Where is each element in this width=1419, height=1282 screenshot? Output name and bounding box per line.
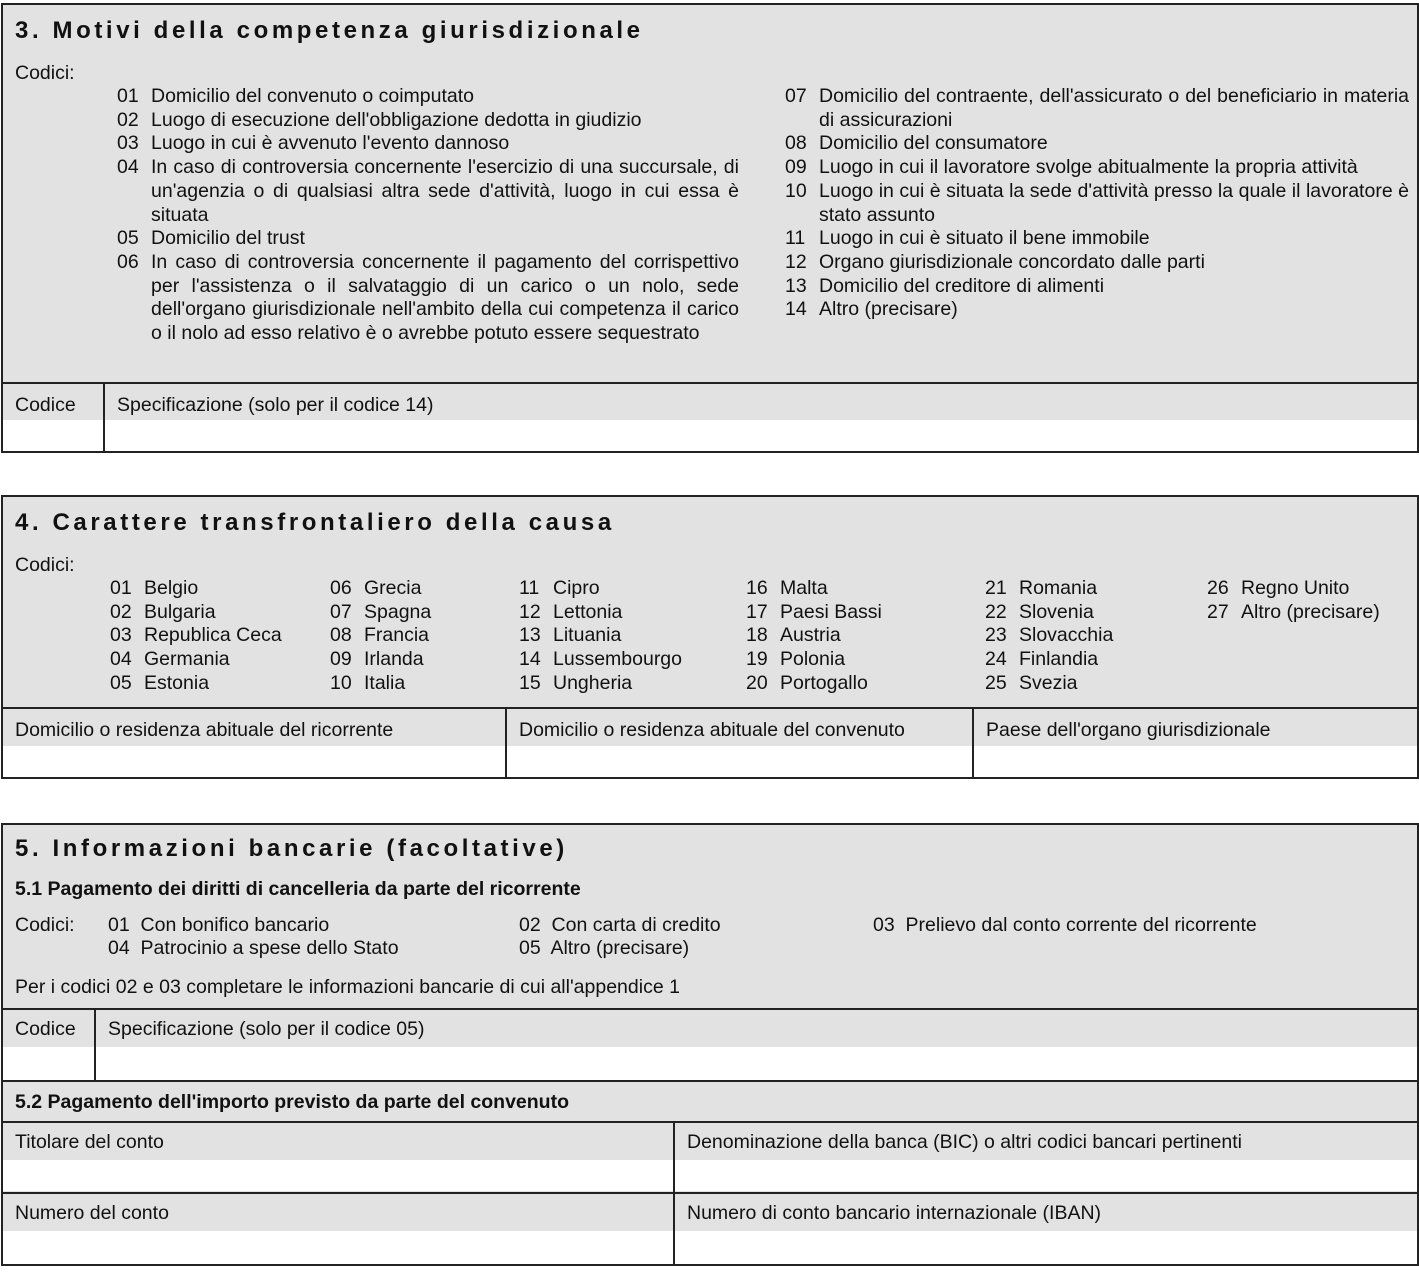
country-column-3 — [519, 577, 682, 696]
section-4-cross-border — [1, 495, 1419, 779]
country-item: 23 Slovacchia — [985, 624, 1114, 647]
code-item-10: 10 Luogo in cui è situata la sede d'attività presso la quale il lavoratore è stato assunto — [785, 179, 1409, 226]
country-item: 27 Altro (precisare) — [1207, 600, 1380, 623]
code-item-07: 07 Domicilio del contraente, dell'assicurato o del beneficiario in materia di assicurazioni — [785, 85, 1409, 131]
country-item: 18 Austria — [746, 624, 841, 647]
account-number-input[interactable] — [3, 1231, 673, 1264]
code-item-04: 04 In caso di controversia concernente l'esercizio di una succursale, di un'agenzia o di qualsiasi altra sede d'attività, luogo in cui essa è situata — [117, 156, 739, 226]
country-item: 01 Belgio — [110, 577, 199, 599]
code-item-01: 01 Domicilio del convenuto o coimputato — [117, 85, 475, 107]
payment-code-02: 02 Con carta di credito — [519, 914, 721, 936]
specification-field-label: Specificazione (solo per il codice 14) — [117, 394, 434, 416]
payment-code-05: 05 Altro (precisare) — [519, 937, 690, 959]
section-4-title: 4. Carattere transfrontaliero della causa — [15, 509, 615, 536]
divider — [3, 1121, 1417, 1123]
code-item-14: 14 Altro (precisare) — [785, 298, 958, 321]
account-number-label: Numero del conto — [15, 1202, 169, 1224]
divider — [3, 1080, 1417, 1082]
bank-bic-label: Denominazione della banca (BIC) o altri codici bancari pertinenti — [687, 1131, 1242, 1153]
country-item: 22 Slovenia — [985, 600, 1094, 623]
country-item: 05 Estonia — [110, 671, 210, 694]
payment-code-field-label: Codice — [15, 1018, 76, 1040]
country-item: 09 Irlanda — [330, 648, 424, 671]
country-item: 16 Malta — [746, 577, 828, 599]
bank-bic-input[interactable] — [675, 1160, 1417, 1191]
section-5-1-note: Per i codici 02 e 03 completare le informazioni bancarie di cui all'appendice 1 — [15, 976, 680, 998]
country-column-5 — [985, 577, 1113, 696]
court-country-input[interactable] — [974, 746, 1417, 777]
code-input[interactable] — [3, 420, 103, 451]
code-item-08: 08 Domicilio del consumatore — [785, 132, 1048, 155]
country-item: 12 Lettonia — [519, 600, 623, 623]
country-item: 06 Grecia — [330, 577, 422, 599]
code-field-label: Codice — [15, 394, 76, 416]
code-item-06: 06 In caso di controversia concernente il pagamento del corrispettivo per l'assistenza o il salvataggio di un carico o un nolo, sede dell'organo giurisdizionale nell'ambito della cui competenza il carico o il nolo ad esso relativo è o avrebbe potuto essere sequestrato — [117, 250, 739, 345]
divider — [3, 1008, 1417, 1010]
country-item: 04 Germania — [110, 648, 230, 671]
payment-specification-field-label: Specificazione (solo per il codice 05) — [108, 1018, 425, 1040]
country-item: 07 Spagna — [330, 600, 432, 623]
section-3-title: 3. Motivi della competenza giurisdizionale — [15, 17, 644, 44]
country-item: 10 Italia — [330, 671, 406, 694]
country-column-1 — [110, 577, 282, 696]
divider — [3, 707, 1417, 709]
section-3-codes-left — [117, 85, 739, 346]
section-5-1-title: 5.1 Pagamento dei diritti di cancelleria da parte del ricorrente — [15, 878, 581, 900]
country-item: 13 Lituania — [519, 624, 622, 647]
country-item: 25 Svezia — [985, 671, 1078, 694]
country-item: 24 Finlandia — [985, 648, 1099, 671]
claimant-domicile-input[interactable] — [3, 746, 505, 777]
defendant-domicile-input[interactable] — [507, 746, 972, 777]
payment-code-01: 01 Con bonifico bancario — [108, 914, 330, 936]
code-item-11: 11 Luogo in cui è situato il bene immobile — [785, 227, 1150, 250]
country-item: 21 Romania — [985, 577, 1098, 599]
payment-specification-input[interactable] — [96, 1047, 1417, 1080]
country-column-6 — [1207, 577, 1380, 624]
divider — [3, 382, 1417, 384]
section-4-codes-label: Codici: — [15, 554, 75, 576]
payment-code-04: 04 Patrocinio a spese dello Stato — [108, 937, 399, 959]
account-holder-input[interactable] — [3, 1160, 673, 1191]
section-3-codes-label: Codici: — [15, 62, 75, 84]
payment-code-input[interactable] — [3, 1047, 94, 1080]
section-5-bank-info — [1, 823, 1419, 1266]
country-item: 03 Republica Ceca — [110, 624, 282, 647]
section-5-2-title: 5.2 Pagamento dell'importo previsto da parte del convenuto — [15, 1091, 569, 1113]
payment-code-03: 03 Prelievo dal conto corrente del ricorrente — [873, 914, 1257, 936]
country-item: 08 Francia — [330, 624, 430, 647]
section-5-1-codes-label: Codici: — [15, 914, 75, 936]
country-column-2 — [330, 577, 431, 696]
section-5-title: 5. Informazioni bancarie (facoltative) — [15, 835, 568, 862]
country-item: 15 Ungheria — [519, 671, 633, 694]
divider — [3, 1192, 1417, 1194]
code-item-05: 05 Domicilio del trust — [117, 227, 305, 250]
section-3-jurisdiction-grounds — [1, 3, 1419, 453]
iban-input[interactable] — [675, 1231, 1417, 1264]
code-item-12: 12 Organo giurisdizionale concordato dalle parti — [785, 250, 1205, 273]
country-column-4 — [746, 577, 882, 696]
country-item: 14 Lussembourgo — [519, 648, 682, 671]
code-item-03: 03 Luogo in cui è avvenuto l'evento dannoso — [117, 132, 510, 155]
defendant-domicile-label: Domicilio o residenza abituale del convenuto — [519, 719, 905, 741]
country-item: 02 Bulgaria — [110, 600, 216, 623]
account-holder-label: Titolare del conto — [15, 1131, 164, 1153]
country-item: 19 Polonia — [746, 648, 846, 671]
country-item: 26 Regno Unito — [1207, 577, 1350, 599]
code-item-02: 02 Luogo di esecuzione dell'obbligazione dedotta in giudizio — [117, 108, 642, 131]
section-3-codes-right — [785, 85, 1409, 322]
code-item-13: 13 Domicilio del creditore di alimenti — [785, 274, 1105, 297]
court-country-label: Paese dell'organo giurisdizionale — [986, 719, 1271, 741]
code-item-09: 09 Luogo in cui il lavoratore svolge abitualmente la propria attività — [785, 156, 1358, 179]
country-item: 20 Portogallo — [746, 671, 868, 694]
specification-input[interactable] — [105, 420, 1417, 451]
country-item: 11 Cipro — [519, 577, 600, 599]
claimant-domicile-label: Domicilio o residenza abituale del ricorrente — [15, 719, 394, 741]
iban-label: Numero di conto bancario internazionale (IBAN) — [687, 1202, 1102, 1224]
country-item: 17 Paesi Bassi — [746, 600, 882, 623]
